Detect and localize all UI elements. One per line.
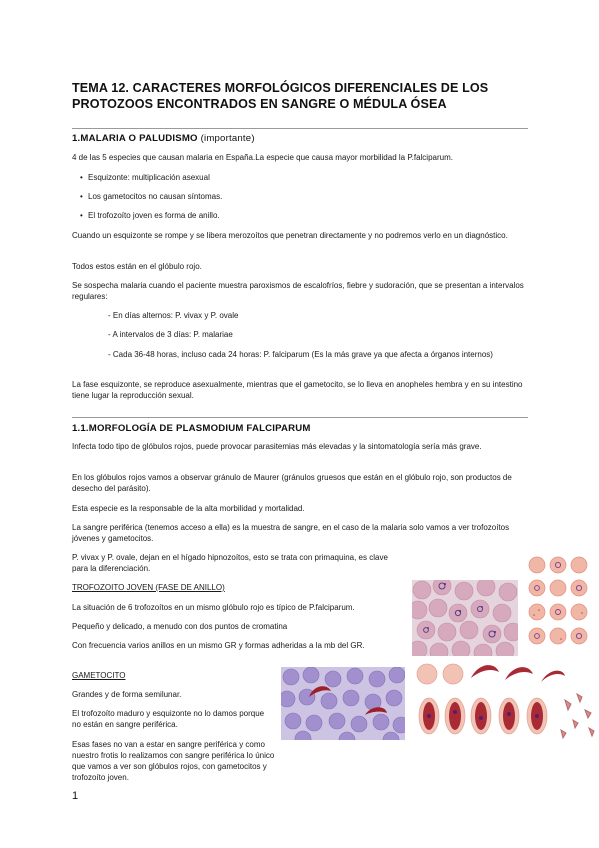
bullet-item: • Esquizonte: multiplicación asexual — [88, 172, 518, 183]
subheading-trophozoite: TROFOZOITO JOVEN (FASE DE ANILLO) — [72, 583, 225, 592]
paragraph: La situación de 6 trofozoítos en un mismo glóbulo rojo es típico de P.falciparum. — [72, 603, 355, 612]
paragraph: Con frecuencia varios anillos en un mismo GR y formas adheridas a la mb del GR. — [72, 641, 365, 650]
bullet-item: • El trofozoíto joven es forma de anillo. — [88, 210, 518, 221]
page-number: 1 — [72, 790, 79, 802]
paragraph: Infecta todo tipo de glóbulos rojos, puede provocar parasitemias más elevadas y la sintomatología sería más grave. — [72, 442, 482, 451]
ring-stage-smear-image — [412, 580, 518, 656]
interval-item: - A intervalos de 3 días: P. malariae — [108, 330, 233, 339]
gametocyte-drawings-image — [415, 660, 599, 744]
paragraph: 4 de las 5 especies que causan malaria en España.La especie que causa mayor morbilidad la P.falciparum. — [72, 153, 453, 162]
subheading-gametocyte: GAMETOCITO — [72, 671, 126, 680]
heading-text: 1.MALARIA O PALUDISMO — [72, 133, 198, 144]
section-divider — [72, 128, 528, 129]
paragraph: Se sospecha malaria cuando el paciente muestra paroxismos de escalofríos, fiebre y sudoración, que se presentan a intervalos regulares: — [72, 281, 524, 301]
paragraph: Cuando un esquizonte se rompe y se libera merozoítos que penetran directamente y no podremos verlo en un diagnóstico. — [72, 231, 508, 240]
section-heading-morphology: 1.1.MORFOLOGÍA DE PLASMODIUM FALCIPARUM — [72, 423, 311, 434]
paragraph: En los glóbulos rojos vamos a observar gránulo de Maurer (gránulos gruesos que están en el glóbulo rojo, son productos de desecho del parásito). — [72, 473, 512, 493]
paragraph: Pequeño y delicado, a menudo con dos puntos de cromatina — [72, 622, 288, 631]
section-heading-malaria — [72, 133, 255, 144]
rbc-ring-drawings-image — [527, 555, 599, 657]
paragraph: Grandes y de forma semilunar. — [72, 690, 182, 699]
heading-note: (importante) — [200, 133, 255, 144]
paragraph: P. vivax y P. ovale, dejan en el hígado hipnozoítos, esto se trata con primaquina, es clave para la diferenciación. — [72, 553, 388, 573]
paragraph: La sangre periférica (tenemos acceso a ella) es la muestra de sangre, en el caso de la malaria solo vamos a ver trofozoítos jóvenes y gametocitos. — [72, 523, 510, 543]
paragraph: La fase esquizonte, se reproduce asexualmente, mientras que el gametocito, se lo lleva en anopheles hembra y en su intestino tiene lugar la reproducción sexual. — [72, 380, 523, 400]
paragraph-lead: Esas fases no van a estar en sangre periférica y como nuestro frotis lo realizamos con sangre periférica lo único que vamos a ver son glóbulos rojos, con gametocitos y trofozoíto joven. — [72, 740, 275, 782]
paragraph: Esta especie es la responsable de la alta morbilidad y mortalidad. — [72, 504, 305, 513]
paragraph: Todos estos están en el glóbulo rojo. — [72, 262, 202, 271]
interval-item: - En días alternos: P. vivax y P. ovale — [108, 311, 239, 320]
bullet-item: • Los gametocitos no causan síntomas. — [88, 191, 518, 202]
paragraph: El trofozoíto maduro y esquizonte no lo damos porque no están en sangre periférica. — [72, 709, 265, 729]
gametocyte-smear-image — [281, 667, 405, 740]
interval-item: - Cada 36-48 horas, incluso cada 24 horas: P. falciparum (Es la más grave ya que afecta a órganos internos) — [108, 350, 493, 359]
section-divider — [72, 417, 528, 418]
page-title: TEMA 12. CARACTERES MORFOLÓGICOS DIFERENCIALES DE LOS PROTOZOOS ENCONTRADOS EN SANGRE O MÉDULA ÓSEA — [72, 81, 489, 111]
